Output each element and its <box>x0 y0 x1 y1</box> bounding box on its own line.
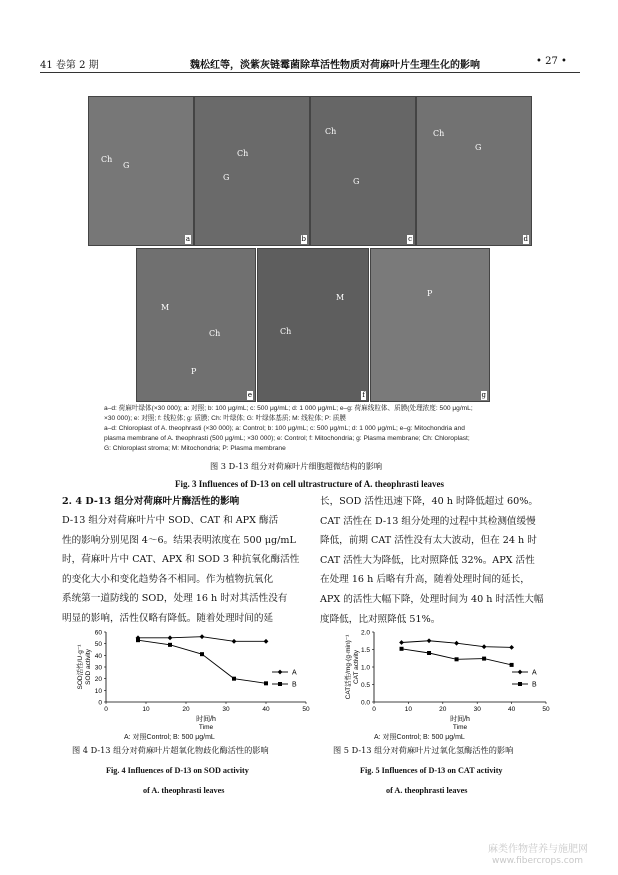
text-line: 明显的影响，活性仅略有降低。随着处理时间的延 <box>62 612 274 624</box>
x-tick-label: 0 <box>104 706 108 713</box>
x-axis-label: 时间/h <box>196 716 216 723</box>
panel-letter: f <box>362 391 365 399</box>
header-page-number: • 27 • <box>536 56 567 67</box>
panel-letter: g <box>481 391 486 399</box>
data-point-A <box>168 635 173 640</box>
x-tick-label: 40 <box>262 706 270 713</box>
sod-activity-chart <box>66 622 316 742</box>
data-point-A <box>509 645 514 650</box>
panel-letter: a <box>185 235 190 243</box>
data-point-A <box>200 634 205 639</box>
text-line: 的变化大小和变化趋势各不相同。作为植物抗氧化 <box>62 573 274 585</box>
x-tick-label: 30 <box>222 706 230 713</box>
y-axis-label: CAT活性/mg·(g·min)⁻¹ <box>345 634 352 700</box>
legend-marker-B <box>518 682 522 686</box>
section-heading: 2. 4 D-13 组分对荷麻叶片酶活性的影响 <box>62 496 240 507</box>
x-tick-label: 50 <box>542 706 550 713</box>
panel-letter: d <box>523 235 528 243</box>
header-rule <box>40 72 580 73</box>
series-line-B <box>138 640 266 683</box>
legend-label-A: A <box>292 669 297 677</box>
panel-letter: c <box>408 235 412 243</box>
micrograph-panel-b <box>194 96 310 246</box>
header-volume: 41 卷第 2 期 <box>40 60 99 71</box>
figure3-legend <box>104 404 544 454</box>
x-tick-label: 0 <box>372 706 376 713</box>
data-point-A <box>264 639 269 644</box>
y-tick-label: 40 <box>94 652 102 660</box>
data-point-B <box>427 651 431 655</box>
section-left-column <box>62 511 299 629</box>
panel-label-ch: Ch <box>433 129 445 138</box>
panel-letter: b <box>301 235 306 243</box>
text-line: 时，荷麻叶片中 CAT、APX 和 SOD 3 种抗氧化酶活性 <box>62 554 300 566</box>
data-point-A <box>482 644 487 649</box>
data-point-B <box>232 677 236 681</box>
panel-label-g: G <box>123 161 130 170</box>
fig5-caption-en1: Fig. 5 Influences of D-13 on CAT activity <box>360 766 503 775</box>
fig4-note: A: 对照Control; B: 500 μg/mL <box>124 734 215 741</box>
x-tick-label: 50 <box>302 706 310 713</box>
data-point-A <box>454 641 459 646</box>
micrograph-panel-e <box>136 248 256 402</box>
y-axis-label: SOD活性/U·g⁻¹ <box>77 644 84 690</box>
legend-label-A: A <box>532 669 537 677</box>
text-line: 系统第一道防线的 SOD，处理 16 h 时对其活性没有 <box>62 593 288 605</box>
y-tick-label: 10 <box>94 687 102 695</box>
x-tick-label: 10 <box>404 706 413 713</box>
y-tick-label: 0.0 <box>360 699 370 707</box>
text-line: 在处理 16 h 后略有升高，随着处理时间的延长， <box>320 574 530 586</box>
y-tick-label: 0.5 <box>360 682 370 689</box>
panel-label-ch: Ch <box>280 327 292 336</box>
section-right-column <box>320 492 544 629</box>
y-tick-label: 20 <box>94 676 102 684</box>
panel-label-g: G <box>475 143 482 152</box>
panel-label-m: M <box>336 293 345 302</box>
panel-label-m: M <box>161 303 170 312</box>
fig5-note: A: 对照Control; B: 500 μg/mL <box>374 734 465 741</box>
panel-label-p: P <box>191 367 197 376</box>
x-tick-label: 40 <box>507 706 516 713</box>
legend-line: G: Chloroplast stroma; M: Mitochondria; P: Plasma membrane <box>104 445 286 452</box>
data-point-B <box>136 638 140 642</box>
data-point-B <box>200 652 204 656</box>
legend-marker-B <box>278 682 282 686</box>
text-line: 降低，前期 CAT 活性没有太大波动，但在 24 h 时 <box>320 535 537 547</box>
data-point-B <box>400 647 404 651</box>
text-line: APX 的活性大幅下降，处理时间为 40 h 时活性大幅 <box>320 593 544 605</box>
y-tick-label: 50 <box>94 641 102 649</box>
legend-line: a–d: 荷麻叶绿体(×30 000); a: 对照; b: 100 μg/mL; c: 500 μg/mL; d: 1 000 μg/mL; e–g: 荷麻线粒体、质膜(处理浓度: 500 μg/mL; <box>104 405 473 412</box>
legend-line: plasma membrane of A. theophrasti (500 μg/mL; ×30 000); e: Control; f: Mitochondria; g: Plasma membrane; Ch: Chloroplast; <box>104 435 470 442</box>
data-point-A <box>399 640 404 645</box>
y-tick-label: 1.0 <box>360 664 370 672</box>
panel-label-ch: Ch <box>209 329 221 338</box>
y-tick-label: 2.0 <box>360 629 370 637</box>
legend-line: ×30 000); e: 对照; f: 线粒体; g: 质膜; Ch: 叶绿体; G: 叶绿体基质; M: 线粒体; P: 质膜 <box>104 415 346 422</box>
watermark-cn: 麻类作物营养与施肥网 <box>488 844 588 855</box>
text-line: 长，SOD 活性迅速下降，40 h 时降低超过 60%。 <box>320 496 538 507</box>
figure3-caption-en: Fig. 3 Influences of D-13 on cell ultrastructure of A. theophrasti leaves <box>175 479 445 489</box>
x-tick-label: 20 <box>439 706 447 713</box>
panel-letter: e <box>247 391 252 399</box>
panel-label-ch: Ch <box>325 127 337 136</box>
data-point-B <box>510 663 514 667</box>
y-axis-label-en: CAT activity <box>353 649 360 685</box>
fig4-caption-en1: Fig. 4 Influences of D-13 on SOD activity <box>106 766 249 775</box>
panel-label-g: G <box>223 173 230 182</box>
data-point-B <box>264 681 268 685</box>
data-point-B <box>455 657 459 661</box>
fig4-caption-en2: of A. theophrasti leaves <box>143 786 225 795</box>
header-title: 魏松红等，淡紫灰链霉菌除草活性物质对荷麻叶片生理生化的影响 <box>190 60 480 71</box>
data-point-B <box>168 643 172 647</box>
data-point-A <box>427 638 432 643</box>
y-tick-label: 1.5 <box>360 647 370 654</box>
panel-label-g: G <box>353 177 360 186</box>
series-line-B <box>402 649 512 665</box>
legend-line: a–d: Chloroplast of A. theophrasti (×30 000); a: Control; b: 100 μg/mL; c: 500 μg/mL; d: 1 000 μg/mL; e–g: Mitochondria and <box>104 425 465 432</box>
text-line: D-13 组分对荷麻叶片中 SOD、CAT 和 APX 酶活 <box>62 515 279 526</box>
x-tick-label: 20 <box>182 706 190 713</box>
y-axis-label-en: SOD activity <box>85 649 92 685</box>
x-axis-label-en: Time <box>452 724 468 731</box>
fig5-caption-cn: 图 5 D-13 组分对荷麻叶片过氧化氢酶活性的影响 <box>333 745 514 755</box>
fig4-caption-cn: 图 4 D-13 组分对荷麻叶片超氧化物歧化酶活性的影响 <box>72 745 269 755</box>
text-line: 性的影响分别见图 4～6。结果表明浓度在 500 μg/mL <box>62 534 296 546</box>
micrograph-panel-f <box>257 248 369 402</box>
x-tick-label: 10 <box>142 706 150 713</box>
legend-marker-A <box>278 670 283 675</box>
text-line: CAT 活性大为降低，比对照降低 32%。APX 活性 <box>320 554 535 566</box>
micrograph-panel-g <box>370 248 490 402</box>
text-line: CAT 活性在 D-13 组分处理的过程中其检测值缓慢 <box>320 515 536 527</box>
legend-label-B: B <box>292 681 297 689</box>
fig5-caption-en2: of A. theophrasti leaves <box>386 786 468 795</box>
y-tick-label: 30 <box>94 664 102 672</box>
figure3-caption-cn: 图 3 D-13 组分对荷麻叶片细胞超微结构的影响 <box>210 461 383 471</box>
x-axis-label-en: Time <box>198 724 214 731</box>
panel-label-ch: Ch <box>237 149 249 158</box>
micrograph-panel-c <box>310 96 416 246</box>
x-axis-label: 时间/h <box>450 716 470 723</box>
legend-marker-A <box>518 670 523 675</box>
micrograph-panel-a <box>88 96 194 246</box>
panel-label-ch: Ch <box>101 155 113 164</box>
micrograph-panel-d <box>416 96 532 246</box>
watermark-url: www.fibercrops.com <box>492 856 583 866</box>
text-line: 度降低，比对照降低 51%。 <box>320 613 441 625</box>
panel-label-p: P <box>427 289 433 298</box>
y-tick-label: 60 <box>94 629 102 637</box>
y-tick-label: 0 <box>98 699 102 707</box>
data-point-B <box>482 657 486 661</box>
x-tick-label: 30 <box>473 706 481 713</box>
data-point-A <box>232 639 237 644</box>
legend-label-B: B <box>532 681 537 689</box>
cat-activity-chart <box>330 622 560 742</box>
